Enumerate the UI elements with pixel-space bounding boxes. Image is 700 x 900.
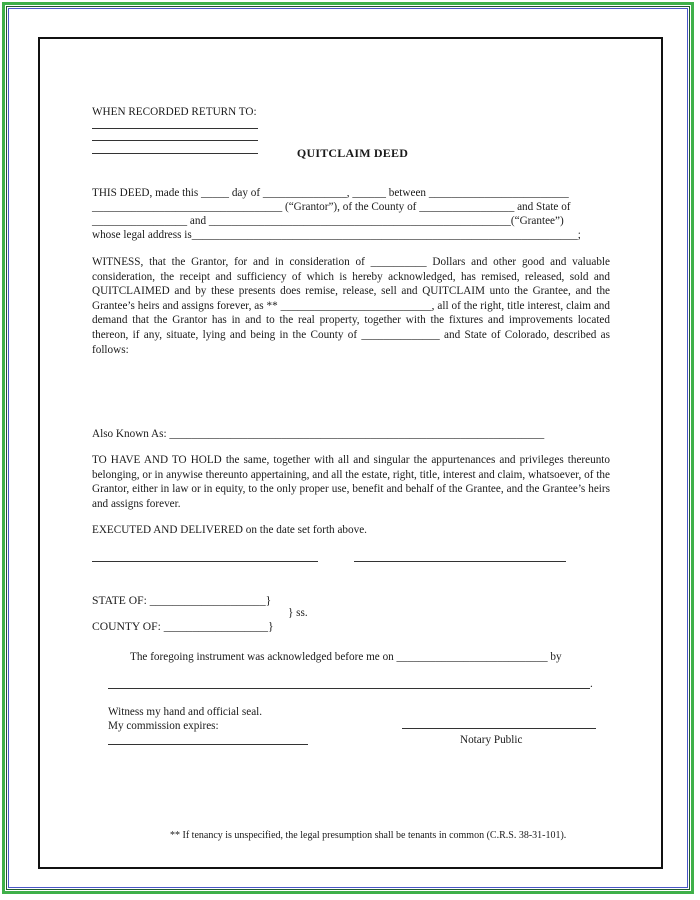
commission-date-line [108, 744, 308, 745]
deed-line-1: THIS DEED, made this _____ day of _______________, ______ between _________________________ [92, 187, 569, 199]
also-known-as: Also Known As: ___________________________________________________________________ [92, 428, 545, 440]
acknowledged-by-line [108, 688, 590, 689]
notary-public-label: Notary Public [460, 734, 523, 746]
grantor-signature-line-2 [354, 561, 566, 562]
deed-line-2: __________________________________ (“Grantor”), of the County of _________________ and State of [92, 201, 571, 213]
deed-line-4: whose legal address is_____________________________________________________________________; [92, 229, 581, 241]
to-have-paragraph: TO HAVE AND TO HOLD the same, together with all and singular the appurtenances and privileges thereunto belonging, or in anywise thereunto appertaining, and all the estate, right, title, interest and claim, whatsoever, of the Grantor, either in law or in equity, to the only proper use, benefit and behalf of the Grantee, and the Grantee’s heirs and assigns forever. [92, 454, 610, 510]
grantor-signature-line-1 [92, 561, 318, 562]
tenancy-footnote: ** If tenancy is unspecified, the legal presumption shall be tenants in common (C.R.S. 38-31-101). [170, 830, 567, 841]
return-address-line-1 [92, 128, 258, 129]
state-of: STATE OF: ____________________} [92, 594, 272, 607]
acknowledged-line: The foregoing instrument was acknowledged before me on ___________________________ by [130, 651, 562, 663]
return-address-line-2 [92, 140, 258, 141]
deed-page [38, 37, 663, 869]
deed-line-3: _________________ and ______________________________________________________(“Grantee”) [92, 215, 564, 227]
executed-delivered: EXECUTED AND DELIVERED on the date set forth above. [92, 524, 367, 536]
witness-paragraph: WITNESS, that the Grantor, for and in consideration of __________ Dollars and other good and valuable consideration, the receipt and sufficiency of which is hereby acknowledged, has remised, released, sold and QUITCLAIMED and by these presents does remise, release, sell and QUITCLAIM unto the Grantee, and the Grantee’s heirs and assigns forever, as ** ___________________________, all of the right, title interest, claim and demand that the Grantor has in and to the real property, together with the fixtures and improvements located thereon, if any, situate, lying and being in the County of ______________ and State of Colorado, described as follows: [92, 256, 610, 356]
deed-title: QUITCLAIM DEED [296, 146, 409, 160]
notary-signature-line [402, 728, 596, 729]
commission-expires: My commission expires: [108, 720, 219, 732]
acknowledged-period: . [590, 678, 593, 690]
recorded-return-label: WHEN RECORDED RETURN TO: [92, 106, 257, 118]
ss-mark: } ss. [288, 607, 308, 619]
county-of: COUNTY OF: __________________} [92, 620, 274, 633]
witness-hand-seal: Witness my hand and official seal. [108, 706, 263, 718]
